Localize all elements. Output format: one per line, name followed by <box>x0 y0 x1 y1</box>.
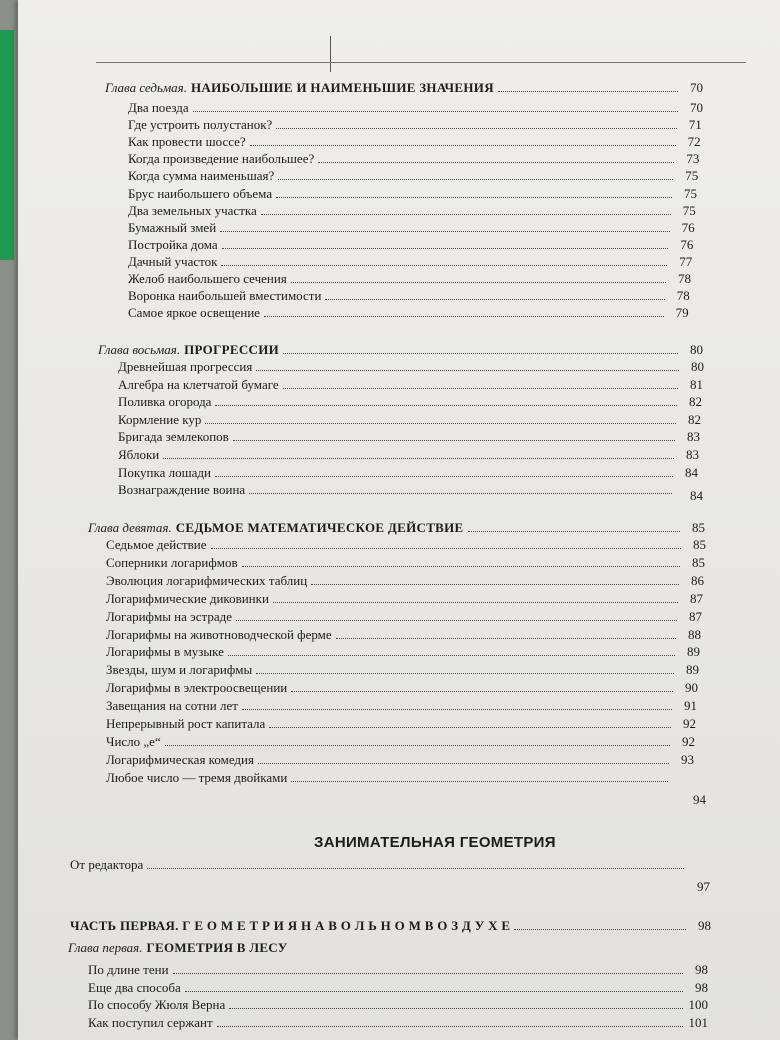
toc-entry-title: Логарифмы в музыке <box>106 644 224 660</box>
toc-entry-title: Число „e“ <box>106 733 161 749</box>
toc-entry <box>88 980 708 996</box>
toc-entry-title: Два земельных участка <box>128 202 257 218</box>
page-number: 98 <box>695 979 708 995</box>
toc-entry-title: Любое число — тремя двойками <box>106 769 288 785</box>
toc-entry <box>106 627 701 643</box>
page-number: 83 <box>687 429 700 445</box>
leader-dots <box>273 602 678 603</box>
toc-entry-title: По длине тени <box>88 962 169 977</box>
page-number: 82 <box>688 411 701 427</box>
header-divider <box>330 36 331 72</box>
chapter-title: ПРОГРЕССИИ <box>184 342 280 357</box>
page-number: 73 <box>686 151 700 167</box>
page-number: 86 <box>691 572 704 588</box>
toc-entry-title: Логарифмическая комедия <box>106 751 254 767</box>
page-number: 98 <box>698 918 711 933</box>
toc-entry-title: Еще два способа <box>88 979 181 995</box>
page-number: 83 <box>686 447 699 462</box>
leader-dots <box>468 531 680 532</box>
toc-entry <box>118 394 702 410</box>
toc-entry-title: Когда произведение наибольшее? <box>128 151 315 167</box>
leader-dots <box>256 673 674 674</box>
toc-entry-title: Дачный участок <box>128 253 218 269</box>
chapter-title: НАИБОЛЬШИЕ И НАИМЕНЬШИЕ ЗНАЧЕНИЯ <box>190 80 494 95</box>
page-number: 75 <box>682 202 696 218</box>
toc-entry <box>106 609 702 625</box>
chapter-title: СЕДЬМОЕ МАТЕМАТИЧЕСКОЕ ДЕЙСТВИЕ <box>175 520 464 535</box>
toc-entry-title: Поливка огорода <box>118 394 212 410</box>
toc-entry-title: Бригада землекопов <box>118 429 229 445</box>
page-number: 77 <box>679 253 693 269</box>
page-number: 85 <box>692 554 705 570</box>
toc-entry-title: Покупка лошади <box>118 464 211 480</box>
toc-entry-title: Кормление кур <box>118 411 202 427</box>
leader-dots <box>258 763 669 764</box>
section-title: ЗАНИМАТЕЛЬНАЯ ГЕОМЕТРИЯ <box>314 834 556 851</box>
toc-entry-title: Как провести шоссе? <box>128 134 246 150</box>
page-number: 80 <box>690 342 703 357</box>
leader-dots <box>269 727 671 728</box>
page-number: 75 <box>684 185 697 201</box>
page-number: 80 <box>691 359 704 374</box>
leader-dots <box>283 388 678 389</box>
toc-entry <box>128 134 701 150</box>
toc-entry-title: Звезды, шум и логарифмы <box>106 662 253 678</box>
page-number: 90 <box>685 680 698 696</box>
toc-entry-title: Завещания на сотни лет <box>106 698 238 714</box>
chapter-label: Глава восьмая. <box>98 342 181 357</box>
page-number: 84 <box>690 488 703 503</box>
toc-entry <box>88 997 708 1013</box>
page-number: 97 <box>697 879 710 894</box>
page-number: 92 <box>682 733 695 749</box>
chapter-heading <box>68 940 368 956</box>
toc-entry <box>106 537 706 553</box>
page-number: 87 <box>689 608 702 624</box>
toc-entry <box>128 220 695 236</box>
page-number: 98 <box>695 962 708 977</box>
toc-entry <box>106 734 695 750</box>
toc-entry <box>106 752 694 768</box>
toc-entry-title <box>98 342 279 358</box>
toc-entry-title <box>68 940 288 956</box>
page-number: 70 <box>690 80 703 95</box>
toc-entry <box>128 117 702 133</box>
page-number: 91 <box>684 698 697 714</box>
toc-entry <box>88 1015 708 1031</box>
leader-dots <box>163 458 674 459</box>
toc-entry <box>128 100 703 116</box>
toc-entry-title: Желоб наибольшего сечения <box>128 271 287 286</box>
leader-dots <box>261 214 671 215</box>
leader-dots <box>311 584 679 585</box>
leader-dots <box>211 548 681 549</box>
leader-dots <box>498 91 678 92</box>
toc-entry <box>118 377 703 393</box>
toc-entry-title <box>105 80 494 96</box>
leader-dots <box>242 709 672 710</box>
book-page <box>18 0 780 1040</box>
leader-dots <box>222 248 669 249</box>
toc-entry <box>128 203 696 219</box>
part-heading <box>70 918 711 934</box>
leader-dots <box>278 179 673 180</box>
toc-entry-title: Вознаграждение воина <box>118 482 246 498</box>
toc-entry-title: От редактора <box>70 857 144 872</box>
toc-entry <box>106 770 693 786</box>
toc-entry-title: Алгебра на клетчатой бумаге <box>118 376 279 392</box>
leader-dots <box>228 655 675 656</box>
toc-entry-title: Постройка дома <box>128 236 218 252</box>
toc-entry-title: Соперники логарифмов <box>106 554 238 570</box>
toc-entry <box>106 662 699 678</box>
toc-entry <box>106 716 696 732</box>
chapter-title: ГЕОМЕТРИЯ В ЛЕСУ <box>146 940 288 955</box>
toc-entry-title: Логарифмические диковинки <box>106 590 269 606</box>
page-number: 72 <box>687 134 701 150</box>
toc-entry-title: Непрерывный рост капитала <box>106 716 266 731</box>
leader-dots <box>291 282 666 283</box>
toc-entry <box>106 591 703 607</box>
toc-entry-title <box>70 918 510 934</box>
toc-entry-title: Логарифмы в электроосвещении <box>106 680 288 696</box>
page-number: 93 <box>681 751 694 767</box>
page-number: 89 <box>687 644 700 660</box>
toc-entry-title: Бумажный змей <box>128 219 217 235</box>
toc-entry <box>118 359 704 375</box>
leader-dots <box>215 405 677 406</box>
toc-entry <box>128 168 698 184</box>
toc-entry-title: Два поезда <box>128 100 189 115</box>
page-number: 75 <box>685 168 699 184</box>
page-number: 71 <box>688 117 702 133</box>
toc-entry-title: Где устроить полустанок? <box>128 117 273 133</box>
toc-entry <box>106 680 698 696</box>
page-number: 78 <box>678 271 691 286</box>
leader-dots <box>185 991 683 992</box>
page-number: 76 <box>681 219 695 235</box>
toc-entry <box>128 254 692 270</box>
toc-entry-title: Логарифмы на эстраде <box>106 608 233 624</box>
toc-entry-title: Логарифмы на животноводческой ферме <box>106 626 332 642</box>
toc-entry-title: Самое яркое освещение <box>128 305 261 321</box>
page-number: 87 <box>690 590 703 606</box>
leader-dots <box>291 691 673 692</box>
toc-entry <box>128 237 693 253</box>
leader-dots <box>336 638 676 639</box>
leader-dots <box>514 929 686 930</box>
leader-dots <box>250 145 676 146</box>
page-number: 85 <box>693 537 706 552</box>
toc-entry-title: Брус наибольшего объема <box>128 185 273 201</box>
leader-dots <box>264 316 664 317</box>
part-label: ЧАСТЬ ПЕРВАЯ. <box>70 918 183 933</box>
book-edge-strip <box>0 30 14 260</box>
toc-entry <box>118 429 700 445</box>
toc-entry-title: По способу Жюля Верна <box>88 997 226 1012</box>
leader-dots <box>256 370 679 371</box>
chapter-label: Глава седьмая. <box>105 80 187 95</box>
leader-dots <box>233 440 675 441</box>
page-number: 88 <box>688 626 701 642</box>
page-number: 85 <box>692 520 705 535</box>
toc-entry-title: Яблоки <box>118 447 160 462</box>
leader-dots <box>291 781 668 782</box>
header-rule <box>96 62 746 63</box>
page-number: 94 <box>693 792 706 807</box>
toc-entry <box>106 644 700 660</box>
toc-entry <box>118 465 698 481</box>
toc-entry <box>70 857 709 873</box>
leader-dots <box>242 566 680 567</box>
chapter-heading <box>105 80 703 96</box>
leader-dots <box>236 620 677 621</box>
leader-dots <box>276 197 672 198</box>
page-number: 78 <box>676 288 690 304</box>
page-number: 84 <box>685 464 698 480</box>
page-number: 92 <box>683 716 696 731</box>
toc-entry <box>128 186 697 202</box>
toc-entry-title: Как поступил сержант <box>88 1014 213 1030</box>
toc-entry <box>128 305 689 321</box>
leader-dots <box>249 493 672 494</box>
leader-dots <box>215 476 673 477</box>
toc-entry-title: Древнейшая прогрессия <box>118 359 253 374</box>
toc-entry-title: Когда сумма наименьшая? <box>128 168 275 184</box>
leader-dots <box>217 1026 683 1027</box>
page-number: 79 <box>675 305 689 321</box>
chapter-heading <box>98 342 703 358</box>
toc-entry <box>128 151 699 167</box>
leader-dots <box>220 231 669 232</box>
toc-entry <box>128 271 691 287</box>
leader-dots <box>193 111 678 112</box>
toc-entry <box>106 698 697 714</box>
leader-dots <box>165 745 670 746</box>
leader-dots <box>276 128 677 129</box>
toc-entry <box>118 447 699 463</box>
page-number: 76 <box>680 236 694 252</box>
toc-entry-title: Воронка наибольшей вместимости <box>128 288 322 304</box>
leader-dots <box>283 353 678 354</box>
page-number: 70 <box>690 100 703 115</box>
chapter-heading <box>88 520 705 536</box>
page-number: 89 <box>686 662 699 678</box>
page-number: 82 <box>689 394 702 410</box>
toc-entry-title: Эволюция логарифмических таблиц <box>106 572 308 588</box>
toc-entry <box>88 962 708 978</box>
leader-dots <box>325 299 664 300</box>
part-title: Г Е О М Е Т Р И Я Н А В О Л Ь Н О М В О З Д У Х Е <box>182 918 511 933</box>
toc-entry-title <box>88 520 464 536</box>
page-number: 100 <box>688 997 708 1012</box>
leader-dots <box>205 423 676 424</box>
toc-entry <box>106 573 704 589</box>
leader-dots <box>147 868 684 869</box>
toc-entry <box>118 412 701 428</box>
toc-entry <box>106 555 705 571</box>
toc-entry <box>118 482 697 498</box>
toc-entry <box>128 288 690 304</box>
leader-dots <box>173 973 683 974</box>
page-number: 81 <box>690 376 703 392</box>
page-number: 101 <box>688 1014 708 1030</box>
chapter-label: Глава первая. <box>68 940 143 955</box>
leader-dots <box>229 1008 683 1009</box>
toc-entry-title: Седьмое действие <box>106 537 207 552</box>
leader-dots <box>221 265 667 266</box>
chapter-label: Глава девятая. <box>88 520 172 535</box>
leader-dots <box>318 162 674 163</box>
